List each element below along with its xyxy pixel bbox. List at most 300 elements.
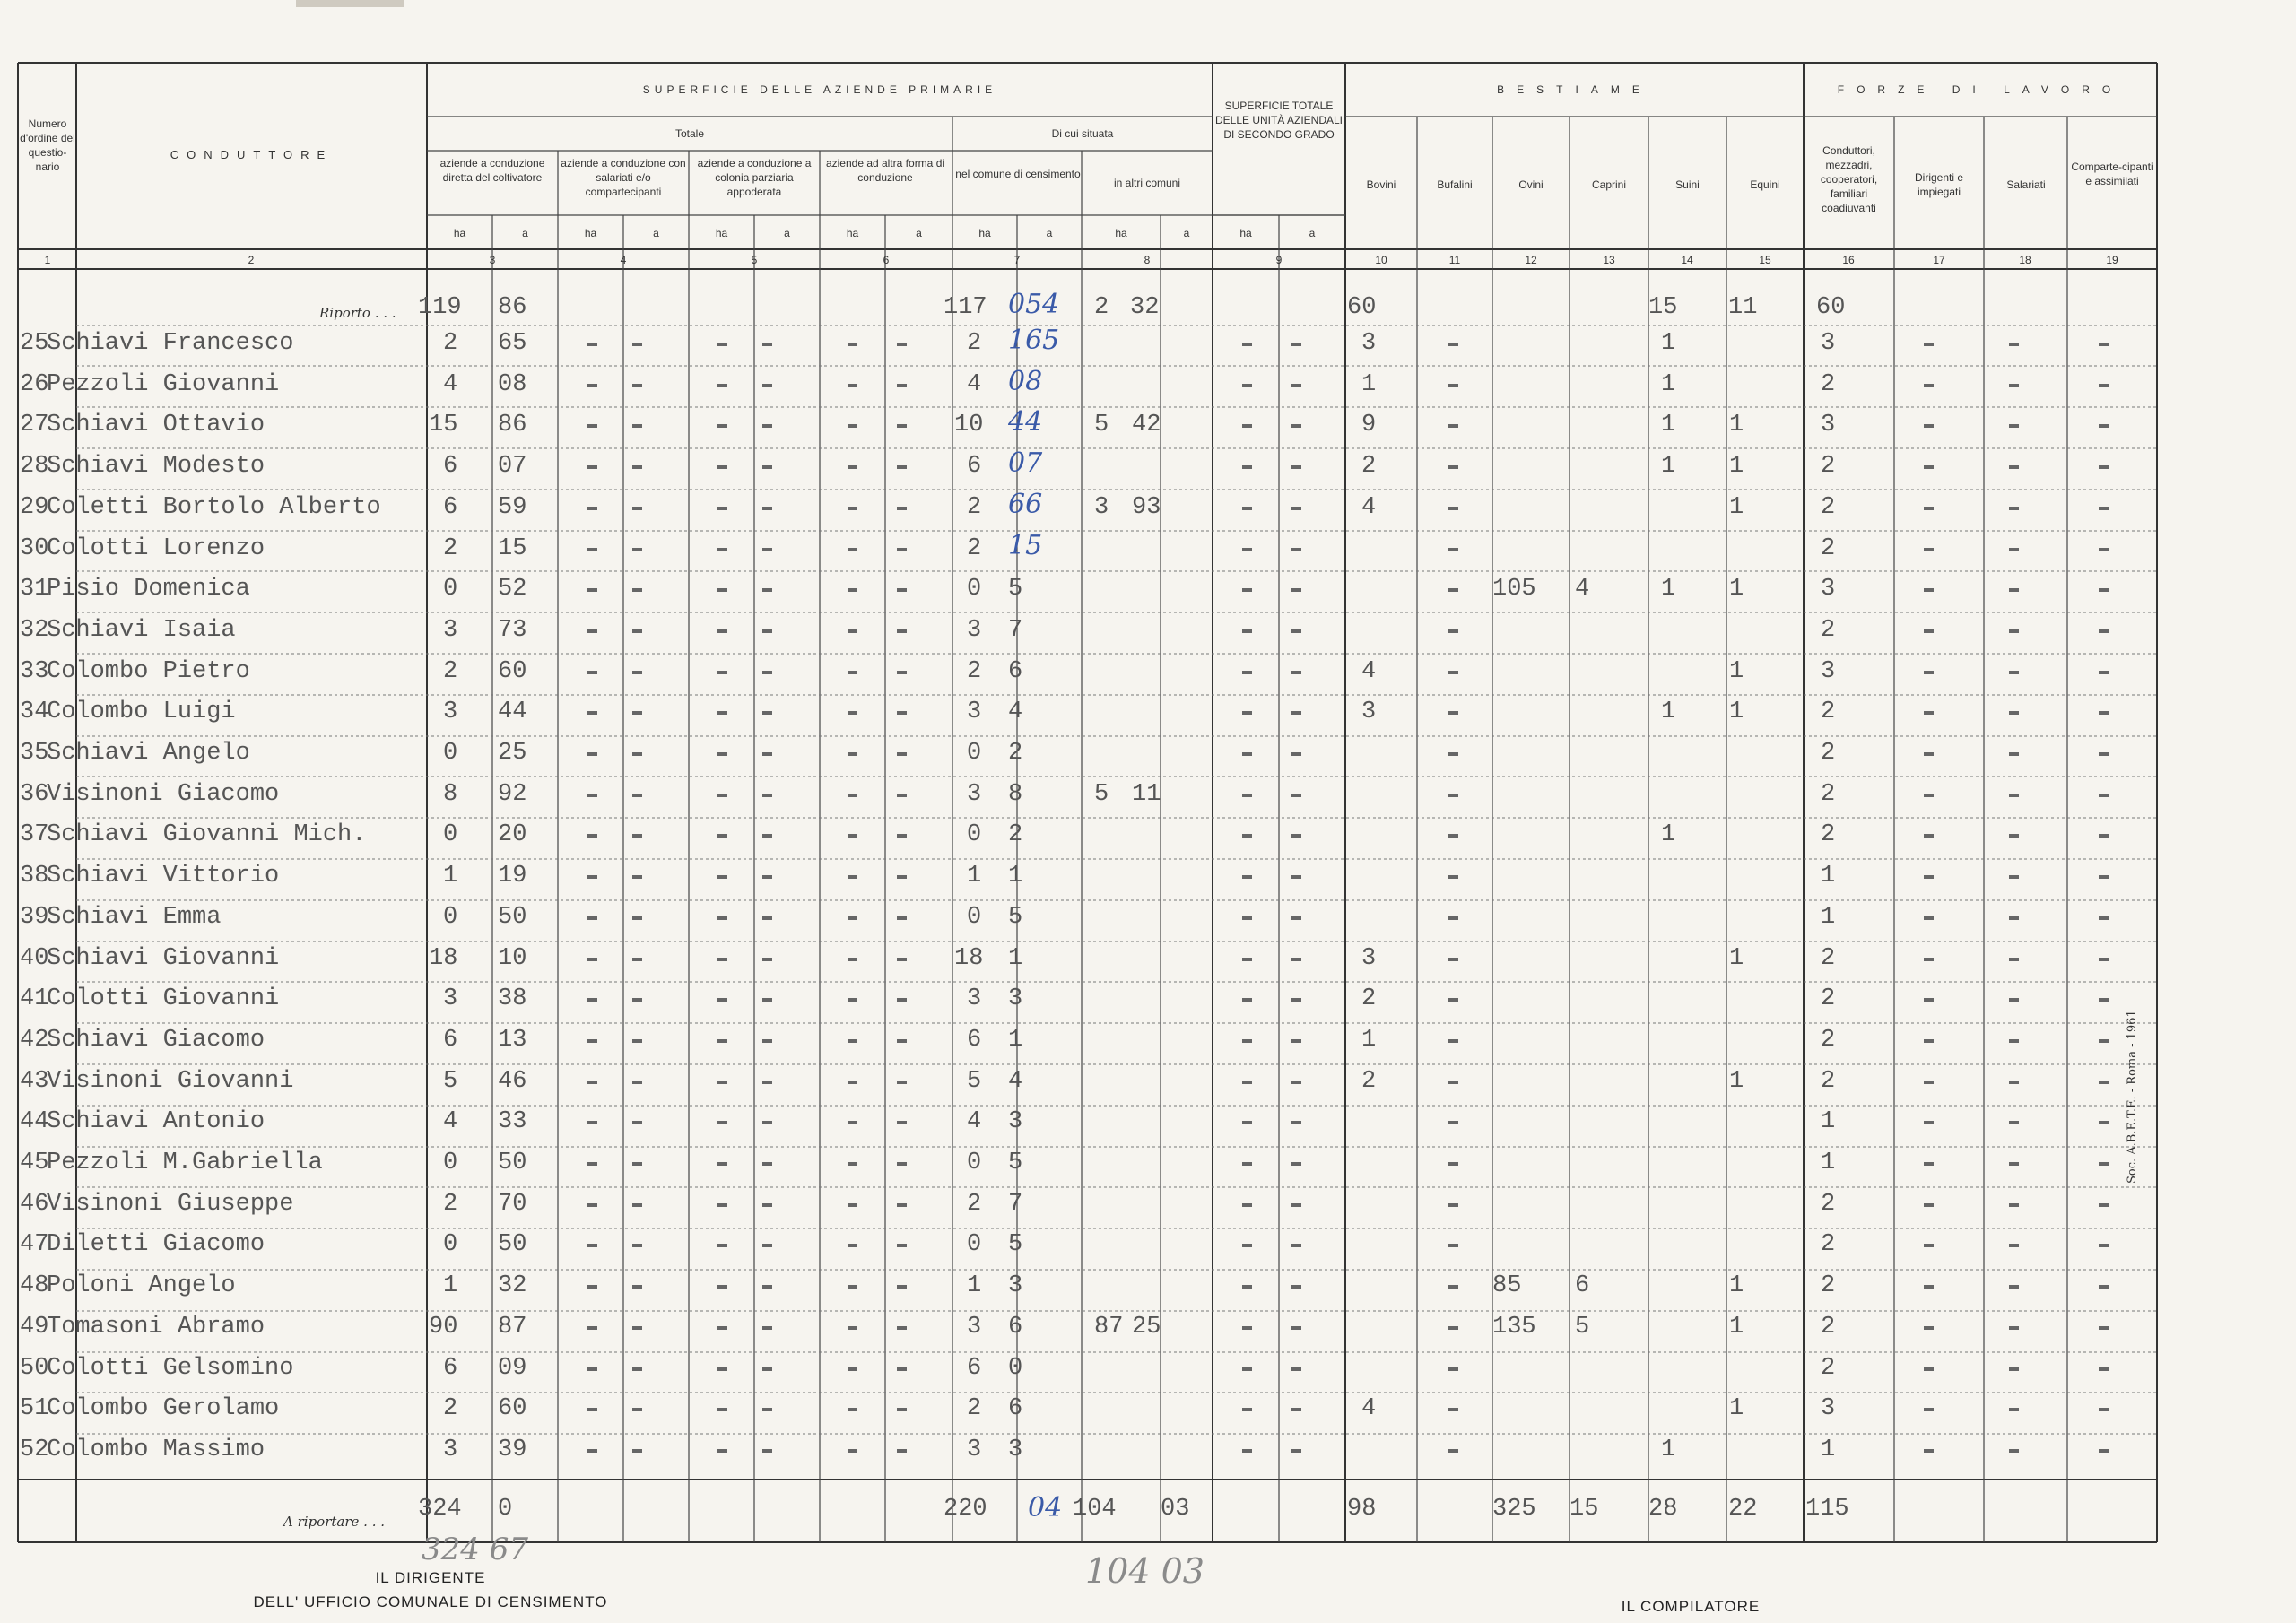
empty-dash	[2009, 1326, 2019, 1330]
conduttore-name: Colotti Gelsomino	[47, 1355, 294, 1382]
empty-dash	[632, 1285, 642, 1289]
empty-dash	[762, 343, 772, 346]
empty-dash	[1242, 548, 1252, 551]
c7-ha: 3	[967, 985, 982, 1012]
c7-a: 7	[1008, 1191, 1023, 1218]
c7-ha: 2	[967, 1191, 982, 1218]
empty-dash	[2009, 1039, 2019, 1043]
header-col19: Comparte-cipanti e assimilati	[2071, 161, 2153, 187]
totals-caprini: 15	[1570, 1496, 1599, 1523]
empty-dash	[718, 671, 727, 674]
empty-dash	[848, 1081, 857, 1084]
empty-dash	[848, 629, 857, 633]
empty-dash	[1292, 588, 1301, 592]
empty-dash	[718, 1285, 727, 1289]
totals-c3-a: 0	[498, 1496, 513, 1523]
empty-dash	[632, 875, 642, 879]
bovini: 3	[1361, 330, 1377, 357]
printer-imprint: Soc. A.B.E.T.E. - Roma - 1961	[2126, 1010, 2139, 1184]
c7-ha: 0	[967, 1150, 982, 1176]
empty-dash	[2009, 507, 2019, 510]
conduttore-name: Schiavi Modesto	[47, 453, 265, 480]
empty-dash	[762, 1326, 772, 1330]
empty-dash	[848, 998, 857, 1002]
c7-ha: 3	[967, 1436, 982, 1463]
empty-dash	[2099, 548, 2109, 551]
empty-dash	[897, 507, 907, 510]
column-number: 19	[2106, 254, 2118, 266]
c7-a: 1	[1008, 1027, 1023, 1054]
totals-c7-a: 04	[1028, 1492, 1063, 1523]
c16-forze: 1	[1821, 1108, 1836, 1135]
c8-a: 25	[1132, 1314, 1161, 1341]
empty-dash	[2009, 384, 2019, 387]
empty-dash	[1242, 998, 1252, 1002]
empty-dash	[1242, 671, 1252, 674]
empty-dash	[762, 548, 772, 551]
empty-dash	[587, 424, 597, 428]
empty-dash	[897, 629, 907, 633]
suini: 1	[1661, 412, 1676, 438]
empty-dash	[632, 1408, 642, 1411]
c3-ha: 4	[443, 1108, 458, 1135]
column-number: 6	[883, 254, 890, 266]
empty-dash	[848, 507, 857, 510]
c7-ha: 4	[967, 371, 982, 398]
empty-dash	[762, 1244, 772, 1247]
conduttore-name: Pisio Domenica	[47, 576, 250, 603]
header-ovini: Ovini	[1518, 178, 1544, 191]
empty-dash	[1448, 343, 1458, 346]
empty-dash	[1924, 998, 1934, 1002]
empty-dash	[1924, 1203, 1934, 1207]
empty-dash	[762, 1162, 772, 1166]
empty-dash	[718, 1203, 727, 1207]
empty-dash	[1448, 875, 1458, 879]
empty-dash	[1242, 958, 1252, 961]
empty-dash	[718, 629, 727, 633]
unit-ha: ha	[978, 227, 991, 239]
empty-dash	[1924, 1408, 1934, 1411]
empty-dash	[1292, 958, 1301, 961]
empty-dash	[587, 1039, 597, 1043]
c16-forze: 2	[1821, 781, 1836, 808]
row-number: 25	[20, 330, 49, 357]
c7-a: 4	[1008, 699, 1023, 725]
bovini: 1	[1361, 371, 1377, 398]
empty-dash	[848, 752, 857, 756]
row-number: 48	[20, 1272, 49, 1299]
conduttore-name: Schiavi Vittorio	[47, 863, 280, 890]
empty-dash	[587, 1408, 597, 1411]
empty-dash	[1448, 384, 1458, 387]
c3-ha: 8	[443, 781, 458, 808]
empty-dash	[632, 465, 642, 469]
c7-a: 4	[1008, 1068, 1023, 1095]
c7-ha: 1	[967, 1272, 982, 1299]
empty-dash	[762, 1081, 772, 1084]
empty-dash	[1448, 588, 1458, 592]
empty-dash	[1242, 629, 1252, 633]
empty-dash	[587, 711, 597, 715]
empty-dash	[1924, 507, 1934, 510]
header-col3: aziende a conduzione diretta del coltivatore	[439, 157, 545, 184]
empty-dash	[1924, 834, 1934, 838]
c3-ha: 6	[443, 494, 458, 521]
empty-dash	[1924, 629, 1934, 633]
bovini: 4	[1361, 1395, 1377, 1422]
c16-forze: 2	[1821, 1068, 1836, 1095]
empty-dash	[587, 384, 597, 387]
c7-a: 7	[1008, 617, 1023, 644]
empty-dash	[1448, 752, 1458, 756]
ovini: 105	[1492, 576, 1536, 603]
suini: 1	[1661, 453, 1676, 480]
conduttore-name: Pezzoli M.Gabriella	[47, 1150, 323, 1176]
row-number: 39	[20, 904, 49, 931]
empty-dash	[587, 916, 597, 920]
bovini: 3	[1361, 945, 1377, 972]
conduttore-name: Colombo Massimo	[47, 1436, 265, 1463]
header-col5: aziende a conduzione a colonia parziaria appoderata	[697, 157, 812, 198]
empty-dash	[1924, 384, 1934, 387]
c7-a: 08	[1008, 366, 1043, 397]
empty-dash	[848, 1367, 857, 1371]
c16-forze: 3	[1821, 1395, 1836, 1422]
empty-dash	[1242, 752, 1252, 756]
empty-dash	[1292, 711, 1301, 715]
c7-a: 3	[1008, 985, 1023, 1012]
empty-dash	[1448, 465, 1458, 469]
empty-dash	[1292, 548, 1301, 551]
empty-dash	[848, 1244, 857, 1247]
column-number: 13	[1603, 254, 1615, 266]
c16-forze: 2	[1821, 1314, 1836, 1341]
equini: 1	[1729, 453, 1744, 480]
empty-dash	[2009, 343, 2019, 346]
bovini: 1	[1361, 1027, 1377, 1054]
conduttore-name: Colotti Giovanni	[47, 985, 280, 1012]
empty-dash	[1292, 1244, 1301, 1247]
c3-ha: 3	[443, 1436, 458, 1463]
c16-forze: 2	[1821, 371, 1836, 398]
empty-dash	[897, 1408, 907, 1411]
empty-dash	[718, 1367, 727, 1371]
c7-a: 66	[1008, 489, 1043, 520]
c7-ha: 18	[954, 945, 984, 972]
column-number: 15	[1759, 254, 1771, 266]
empty-dash	[2009, 1244, 2019, 1247]
header-suini: Suini	[1675, 178, 1700, 191]
empty-dash	[632, 1244, 642, 1247]
empty-dash	[718, 1408, 727, 1411]
empty-dash	[1448, 794, 1458, 797]
c3-a: 86	[498, 412, 527, 438]
empty-dash	[1292, 384, 1301, 387]
c3-a: 08	[498, 371, 527, 398]
empty-dash	[718, 916, 727, 920]
conduttore-name: Schiavi Francesco	[47, 330, 294, 357]
empty-dash	[762, 465, 772, 469]
empty-dash	[1242, 424, 1252, 428]
empty-dash	[1924, 1449, 1934, 1453]
empty-dash	[1292, 343, 1301, 346]
caprini: 6	[1575, 1272, 1590, 1299]
row-number: 43	[20, 1068, 49, 1095]
conduttore-name: Schiavi Angelo	[47, 740, 250, 767]
conduttore-name: Visinoni Giuseppe	[47, 1191, 294, 1218]
empty-dash	[1448, 424, 1458, 428]
totals-c16: 115	[1805, 1496, 1849, 1523]
column-number: 2	[248, 254, 255, 266]
empty-dash	[1448, 548, 1458, 551]
c3-ha: 0	[443, 1150, 458, 1176]
row-number: 49	[20, 1314, 49, 1341]
column-number: 16	[1842, 254, 1855, 266]
totals-suini: 28	[1648, 1496, 1678, 1523]
empty-dash	[1242, 1367, 1252, 1371]
empty-dash	[2099, 343, 2109, 346]
empty-dash	[1448, 629, 1458, 633]
empty-dash	[1242, 384, 1252, 387]
empty-dash	[2099, 1326, 2109, 1330]
empty-dash	[762, 998, 772, 1002]
bovini: 2	[1361, 453, 1377, 480]
empty-dash	[1924, 711, 1934, 715]
c3-a: 39	[498, 1436, 527, 1463]
c3-a: 20	[498, 821, 527, 848]
empty-dash	[897, 1449, 907, 1453]
empty-dash	[2099, 588, 2109, 592]
empty-dash	[1292, 629, 1301, 633]
conduttore-name: Schiavi Giacomo	[47, 1027, 265, 1054]
empty-dash	[848, 1203, 857, 1207]
c7-ha: 1	[967, 863, 982, 890]
empty-dash	[718, 588, 727, 592]
c7-a: 165	[1008, 325, 1060, 356]
header-col7: nel comune di censimento	[955, 168, 1081, 180]
empty-dash	[848, 916, 857, 920]
empty-dash	[718, 424, 727, 428]
empty-dash	[762, 1121, 772, 1124]
c3-ha: 2	[443, 658, 458, 685]
empty-dash	[2099, 834, 2109, 838]
c3-ha: 6	[443, 453, 458, 480]
empty-dash	[1448, 1162, 1458, 1166]
c7-a: 5	[1008, 1150, 1023, 1176]
empty-dash	[897, 465, 907, 469]
empty-dash	[897, 834, 907, 838]
empty-dash	[762, 711, 772, 715]
empty-dash	[1448, 671, 1458, 674]
empty-dash	[1924, 1039, 1934, 1043]
empty-dash	[897, 958, 907, 961]
unit-a: a	[653, 227, 659, 239]
c7-ha: 10	[954, 412, 984, 438]
empty-dash	[1448, 916, 1458, 920]
empty-dash	[2099, 629, 2109, 633]
empty-dash	[1242, 1039, 1252, 1043]
row-number: 42	[20, 1027, 49, 1054]
empty-dash	[587, 1367, 597, 1371]
empty-dash	[1448, 711, 1458, 715]
c7-ha: 0	[967, 821, 982, 848]
empty-dash	[587, 507, 597, 510]
empty-dash	[897, 1162, 907, 1166]
empty-dash	[1242, 507, 1252, 510]
empty-dash	[587, 1449, 597, 1453]
header-col16: Conduttori, mezzadri, cooperatori, familiari coadiuvanti	[1820, 144, 1878, 214]
empty-dash	[762, 1367, 772, 1371]
empty-dash	[632, 1081, 642, 1084]
empty-dash	[2099, 875, 2109, 879]
c3-a: 07	[498, 453, 527, 480]
row-number: 31	[20, 576, 49, 603]
empty-dash	[848, 588, 857, 592]
empty-dash	[718, 1326, 727, 1330]
empty-dash	[2009, 465, 2019, 469]
empty-dash	[1448, 1326, 1458, 1330]
empty-dash	[587, 1203, 597, 1207]
column-number: 4	[620, 254, 627, 266]
empty-dash	[1448, 1408, 1458, 1411]
empty-dash	[632, 424, 642, 428]
empty-dash	[587, 958, 597, 961]
empty-dash	[1292, 998, 1301, 1002]
handwritten-total-c3: 324 67	[422, 1532, 528, 1567]
unit-a: a	[1309, 227, 1316, 239]
empty-dash	[2099, 1449, 2109, 1453]
empty-dash	[718, 834, 727, 838]
unit-a: a	[522, 227, 528, 239]
empty-dash	[1924, 588, 1934, 592]
empty-dash	[632, 1326, 642, 1330]
empty-dash	[632, 711, 642, 715]
c3-ha: 6	[443, 1027, 458, 1054]
c3-a: 73	[498, 617, 527, 644]
unit-ha: ha	[453, 227, 466, 239]
empty-dash	[897, 588, 907, 592]
column-number: 17	[1933, 254, 1945, 266]
empty-dash	[848, 384, 857, 387]
c7-a: 1	[1008, 945, 1023, 972]
conduttore-name: Schiavi Emma	[47, 904, 222, 931]
empty-dash	[587, 1081, 597, 1084]
empty-dash	[1292, 1081, 1301, 1084]
empty-dash	[632, 629, 642, 633]
empty-dash	[587, 1162, 597, 1166]
row-number: 28	[20, 453, 49, 480]
empty-dash	[1292, 1326, 1301, 1330]
c3-ha: 90	[429, 1314, 458, 1341]
empty-dash	[718, 794, 727, 797]
empty-dash	[1242, 1081, 1252, 1084]
empty-dash	[1242, 1326, 1252, 1330]
empty-dash	[587, 465, 597, 469]
c16-forze: 2	[1821, 740, 1836, 767]
c3-a: 09	[498, 1355, 527, 1382]
empty-dash	[718, 1121, 727, 1124]
c7-ha: 6	[967, 1355, 982, 1382]
empty-dash	[718, 998, 727, 1002]
empty-dash	[897, 1326, 907, 1330]
empty-dash	[632, 1121, 642, 1124]
empty-dash	[897, 384, 907, 387]
header-conduttore: CONDUTTORE	[170, 148, 334, 161]
bovini: 2	[1361, 985, 1377, 1012]
c16-forze: 1	[1821, 1436, 1836, 1463]
c3-a: 10	[498, 945, 527, 972]
conduttore-name: Pezzoli Giovanni	[47, 371, 280, 398]
c3-ha: 3	[443, 985, 458, 1012]
row-number: 36	[20, 781, 49, 808]
header-bufalini: Bufalini	[1437, 178, 1473, 191]
riporto-c8-ha: 2	[1094, 294, 1109, 321]
c3-a: 60	[498, 658, 527, 685]
empty-dash	[587, 834, 597, 838]
empty-dash	[718, 1039, 727, 1043]
empty-dash	[632, 343, 642, 346]
empty-dash	[1448, 1203, 1458, 1207]
row-number: 40	[20, 945, 49, 972]
column-number: 7	[1013, 254, 1021, 266]
empty-dash	[2099, 752, 2109, 756]
empty-dash	[1924, 343, 1934, 346]
empty-dash	[718, 1081, 727, 1084]
empty-dash	[1924, 1367, 1934, 1371]
totals-equini: 22	[1728, 1496, 1758, 1523]
unit-a: a	[1183, 227, 1190, 239]
c3-ha: 4	[443, 371, 458, 398]
totals-c8-a: 03	[1161, 1496, 1190, 1523]
empty-dash	[1242, 875, 1252, 879]
empty-dash	[897, 752, 907, 756]
c7-ha: 2	[967, 658, 982, 685]
header-col4: aziende a conduzione con salariati e/o compartecipanti	[561, 157, 686, 198]
empty-dash	[718, 507, 727, 510]
c16-forze: 3	[1821, 576, 1836, 603]
empty-dash	[1292, 794, 1301, 797]
empty-dash	[762, 752, 772, 756]
c16-forze: 2	[1821, 617, 1836, 644]
empty-dash	[2009, 1449, 2019, 1453]
empty-dash	[848, 1449, 857, 1453]
empty-dash	[2009, 1081, 2019, 1084]
empty-dash	[1292, 916, 1301, 920]
empty-dash	[632, 671, 642, 674]
empty-dash	[2009, 629, 2019, 633]
suini: 1	[1661, 821, 1676, 848]
empty-dash	[762, 1408, 772, 1411]
column-number: 18	[2019, 254, 2031, 266]
empty-dash	[718, 958, 727, 961]
c3-ha: 1	[443, 1272, 458, 1299]
empty-dash	[897, 1081, 907, 1084]
column-number: 10	[1375, 254, 1387, 266]
empty-dash	[632, 588, 642, 592]
caprini: 5	[1575, 1314, 1590, 1341]
riporto-suini: 15	[1648, 294, 1678, 321]
empty-dash	[2009, 998, 2019, 1002]
empty-dash	[632, 1203, 642, 1207]
empty-dash	[1924, 1326, 1934, 1330]
empty-dash	[1292, 875, 1301, 879]
empty-dash	[1924, 1162, 1934, 1166]
empty-dash	[1242, 1244, 1252, 1247]
empty-dash	[848, 711, 857, 715]
row-number: 46	[20, 1191, 49, 1218]
c16-forze: 2	[1821, 1027, 1836, 1054]
